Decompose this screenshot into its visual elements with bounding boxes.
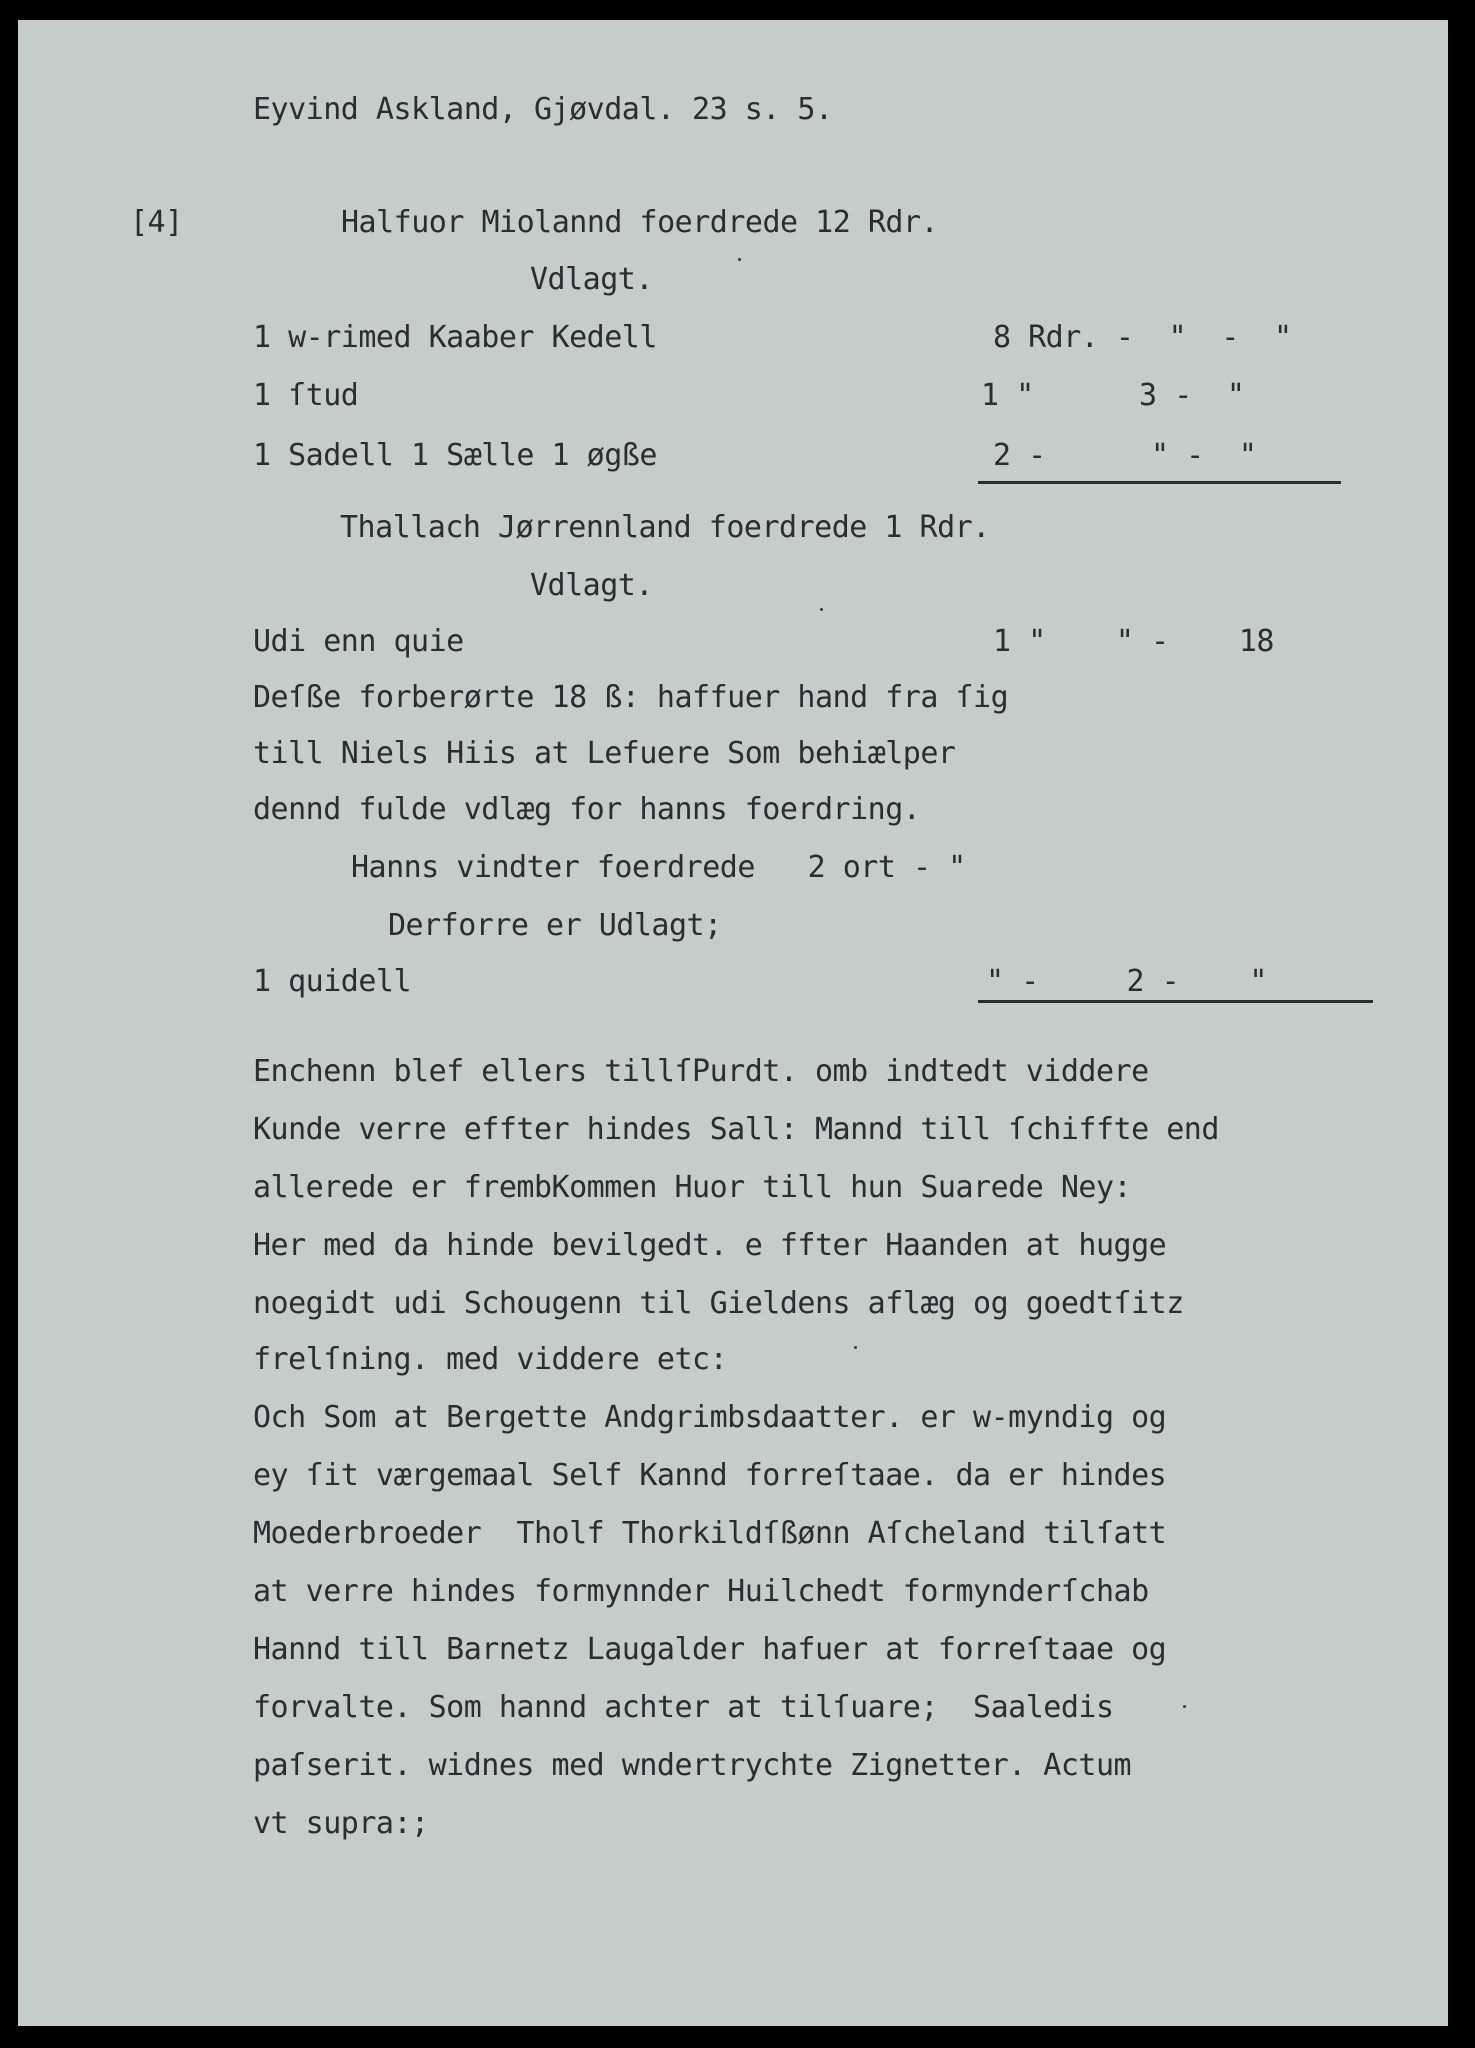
text-line: Deſße forberørte 18 ß: haffuer hand fra ſig bbox=[253, 680, 1009, 715]
body-line: noegidt udi Schougenn til Gieldens aflæg og goedtſitz bbox=[253, 1286, 1184, 1321]
body-line: forvalte. Som hannd achter at tilſuare; Saaledis bbox=[253, 1690, 1114, 1725]
paper-speck bbox=[1183, 1705, 1186, 1708]
body-line: Hannd till Barnetz Laugalder hafuer at forreſtaae og bbox=[253, 1632, 1167, 1667]
paper-speck bbox=[738, 258, 741, 261]
body-line: Her med da hinde bevilgedt. e ffter Haanden at hugge bbox=[253, 1228, 1167, 1263]
body-line: Och Som at Bergette Andgrimbsdaatter. er w-myndig og bbox=[253, 1400, 1167, 1435]
item-amount: 1 " 3 - " bbox=[981, 378, 1245, 413]
text-line: dennd fulde vdlæg for hanns foerdring. bbox=[253, 792, 921, 827]
text-line: till Niels Hiis at Lefuere Som behiælper bbox=[253, 736, 956, 771]
sum-rule bbox=[978, 481, 1341, 484]
item-amount: 2 - " - " bbox=[993, 438, 1257, 473]
body-line: paſserit. widnes med wndertrychte Zignetter. Actum bbox=[253, 1748, 1132, 1783]
item-amount: 8 Rdr. - " - " bbox=[993, 320, 1292, 355]
body-line: Kunde verre effter hindes Sall: Mannd till ſchiffte end bbox=[253, 1112, 1219, 1147]
body-line: frelſning. med viddere etc: bbox=[253, 1342, 728, 1377]
paper-speck bbox=[820, 608, 823, 611]
section-subheader: Vdlagt. bbox=[530, 262, 653, 297]
body-line: allerede er frembKommen Huor till hun Suarede Ney: bbox=[253, 1170, 1132, 1205]
section-subheader: Derforre er Udlagt; bbox=[388, 908, 722, 943]
page-marker: [4] bbox=[130, 205, 183, 240]
item-label: Udi enn quie bbox=[253, 624, 464, 659]
section-header: Hanns vindter foerdrede 2 ort - " bbox=[351, 850, 966, 885]
section-header: Halfuor Miolannd foerdrede 12 Rdr. bbox=[341, 205, 939, 240]
document-page bbox=[18, 20, 1448, 2026]
item-label: 1 Sadell 1 Sælle 1 øgße bbox=[253, 438, 657, 473]
body-line: Moederbroeder Tholf Thorkildſßønn Aſcheland tilſatt bbox=[253, 1516, 1167, 1551]
item-label: 1 quidell bbox=[253, 964, 412, 999]
item-label: 1 w-rimed Kaaber Kedell bbox=[253, 320, 657, 355]
section-subheader: Vdlagt. bbox=[530, 568, 653, 603]
document-heading: Eyvind Askland, Gjøvdal. 23 s. 5. bbox=[253, 92, 833, 127]
body-line: vt supra:; bbox=[253, 1806, 429, 1841]
item-label: 1 ſtud bbox=[253, 378, 359, 413]
body-line: at verre hindes formynnder Huilchedt formynderſchab bbox=[253, 1574, 1149, 1609]
item-amount: 1 " " - 18 bbox=[993, 624, 1274, 659]
paper-speck bbox=[854, 1346, 857, 1349]
section-header: Thallach Jørrennland foerdrede 1 Rdr. bbox=[340, 510, 990, 545]
sum-rule bbox=[978, 1000, 1373, 1003]
body-line: Enchenn blef ellers tillſPurdt. omb indtedt viddere bbox=[253, 1054, 1149, 1089]
item-amount: " - 2 - " bbox=[986, 964, 1267, 999]
body-line: ey ſit værgemaal Self Kannd forreſtaae. da er hindes bbox=[253, 1458, 1167, 1493]
